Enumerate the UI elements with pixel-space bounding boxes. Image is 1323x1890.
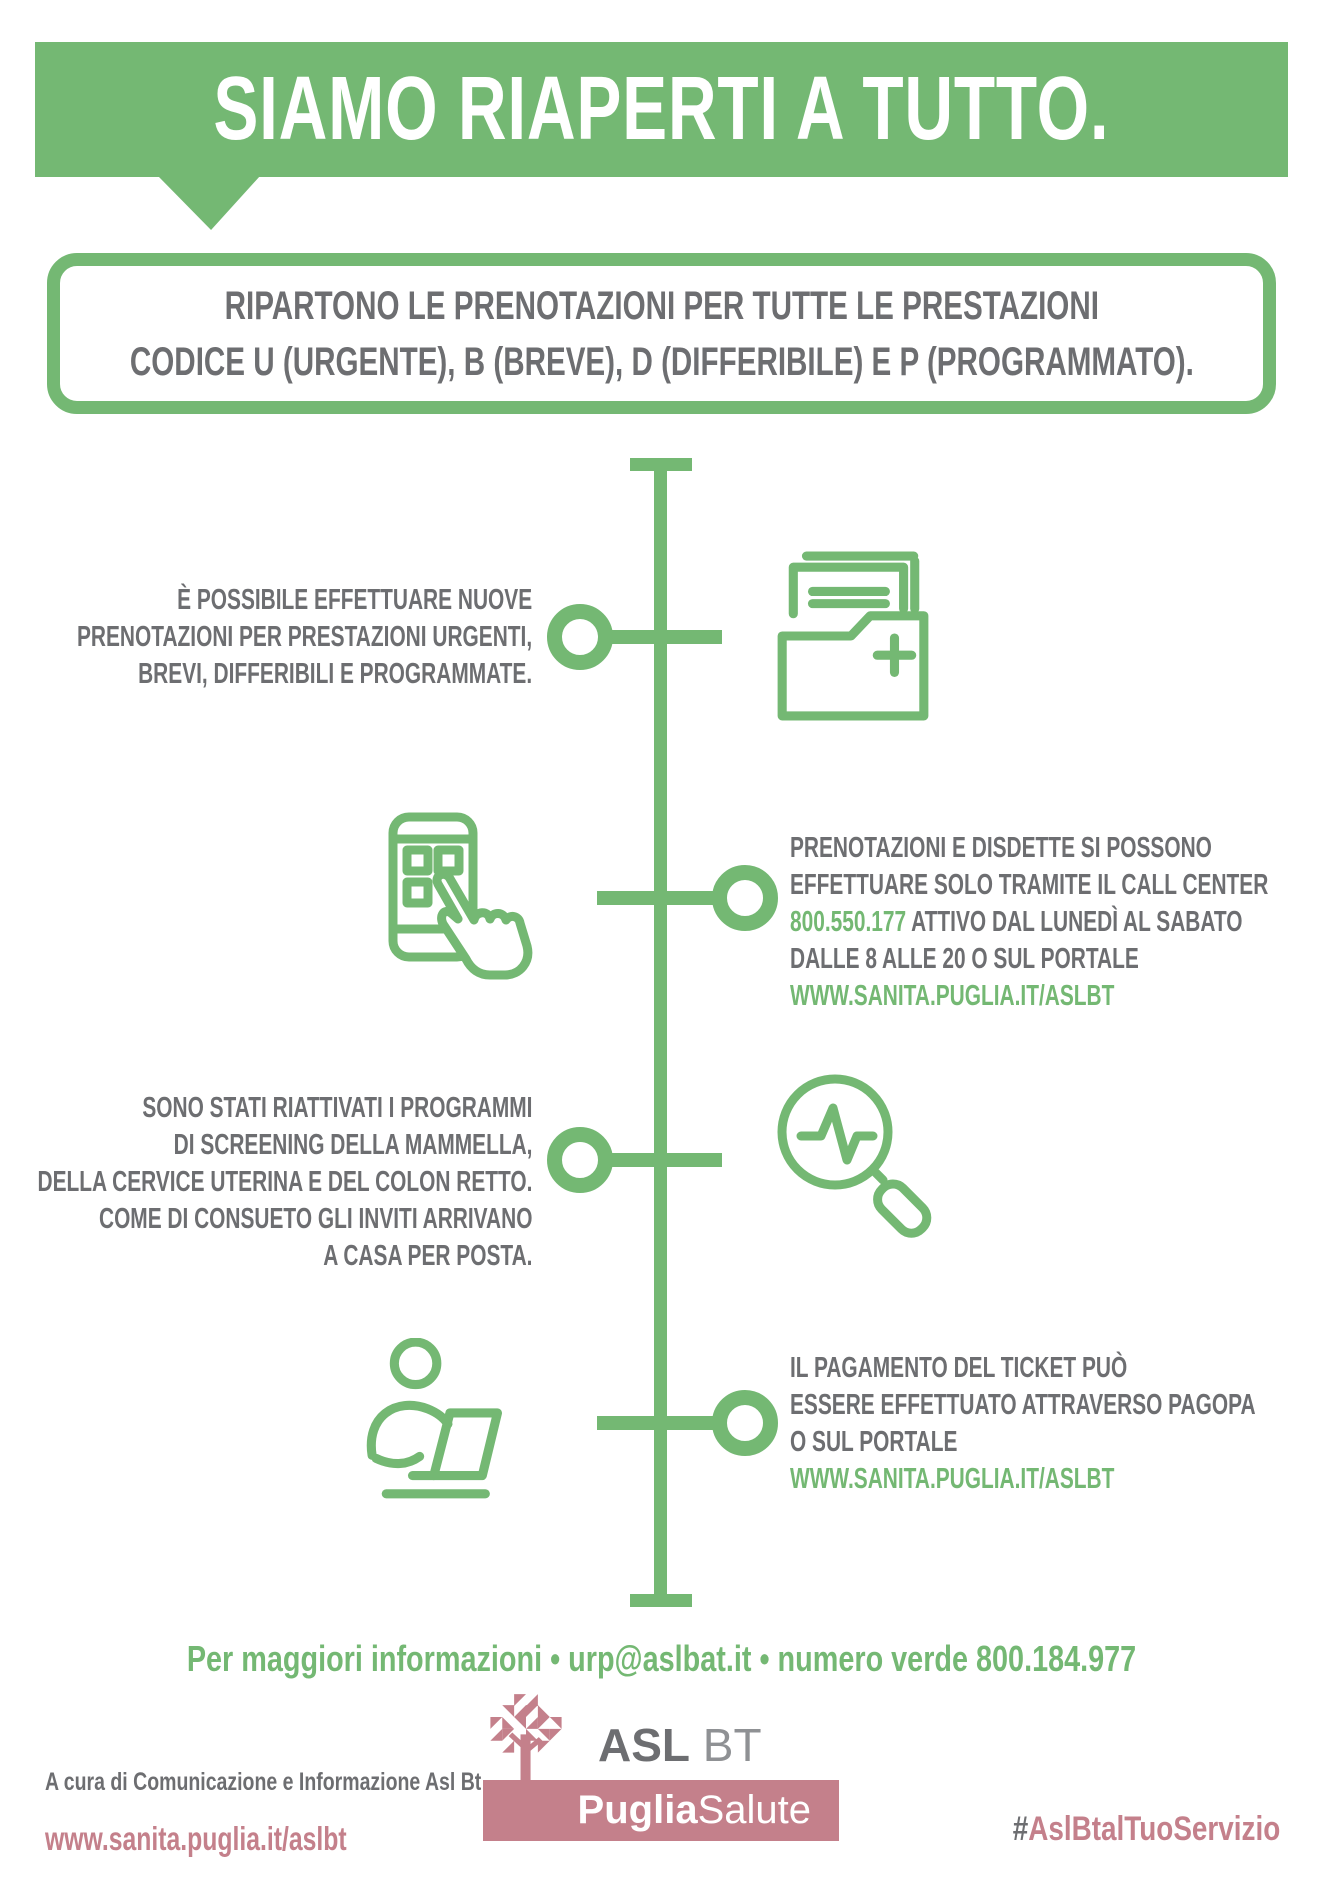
portal-url: WWW.SANITA.PUGLIA.IT/ASLBT (790, 980, 1115, 1012)
intro-box (47, 253, 1276, 414)
item3-text: SONO STATI RIATTIVATI I PROGRAMMI DI SCREENING DELLA MAMMELLA, DELLA CERVICE UTERINA E DEL COLON RETTO. COME DI CONSUETO GLI INVITI ARRIVANO A CASA PER POSTA. (37, 1092, 532, 1272)
call-center-number: 800.550.177 (790, 906, 907, 938)
tree-icon (484, 1694, 568, 1782)
portal-url: WWW.SANITA.PUGLIA.IT/ASLBT (790, 1463, 1115, 1495)
logo-org-text: ASL BT (598, 1719, 762, 1771)
timeline-tick-1 (600, 630, 722, 644)
timeline-node-1 (547, 604, 613, 670)
footer-credit: A cura di Comunicazione e Informazione Asl Bt (45, 1768, 482, 1796)
contact-info-line: Per maggiori informazioni • urp@aslbat.it • numero verde 800.184.977 (186, 1638, 1137, 1679)
timeline-top-cap (630, 458, 692, 471)
item4-text: IL PAGAMENTO DEL TICKET PUÒ ESSERE EFFETTUATO ATTRAVERSO PAGOPA O SUL PORTALE WWW.SANITA.PUGLIA.IT/ASLBT (790, 1350, 1256, 1498)
person-laptop-icon (363, 1338, 545, 1505)
item2-text: PRENOTAZIONI E DISDETTE SI POSSONO EFFETTUARE SOLO TRAMITE IL CALL CENTER 800.550.177 ATTIVO DAL LUNEDÌ AL SABATO DALLE 8 ALLE 20 O SUL PORTALE WWW.SANITA.PUGLIA.IT/ASLBT (790, 830, 1268, 1015)
page-title: SIAMO RIAPERTI A TUTTO. (213, 59, 1110, 159)
intro-text-line-2: CODICE U (URGENTE), B (BREVE), D (DIFFERIBILE) E P (PROGRAMMATO). (129, 339, 1194, 384)
speech-bubble-tail-icon (158, 176, 260, 230)
footer-website: www.sanita.puglia.it/aslbt (45, 1820, 347, 1857)
timeline-node-2 (712, 865, 778, 931)
timeline-tick-3 (600, 1153, 722, 1167)
timeline-bottom-cap (630, 1594, 692, 1607)
puglia-salute-logo: Puglia Salute (483, 1780, 839, 1841)
banner (35, 42, 1288, 177)
magnifier-pulse-icon (773, 1072, 948, 1247)
item1-text: È POSSIBILE EFFETTUARE NUOVE PRENOTAZIONI PER PRESTAZIONI URGENTI, BREVI, DIFFERIBILI E PROGRAMMATE. (76, 584, 533, 690)
folder-plus-icon (777, 551, 929, 721)
timeline-tick-2 (597, 891, 719, 905)
timeline-tick-4 (597, 1416, 719, 1430)
intro-text-line-1: RIPARTONO LE PRENOTAZIONI PER TUTTE LE PRESTAZIONI (224, 283, 1099, 328)
phone-touch-icon (388, 812, 548, 987)
timeline-node-4 (712, 1390, 778, 1456)
hashtag: #AslBtalTuoServizio (1012, 1810, 1280, 1848)
timeline-node-3 (547, 1127, 613, 1193)
